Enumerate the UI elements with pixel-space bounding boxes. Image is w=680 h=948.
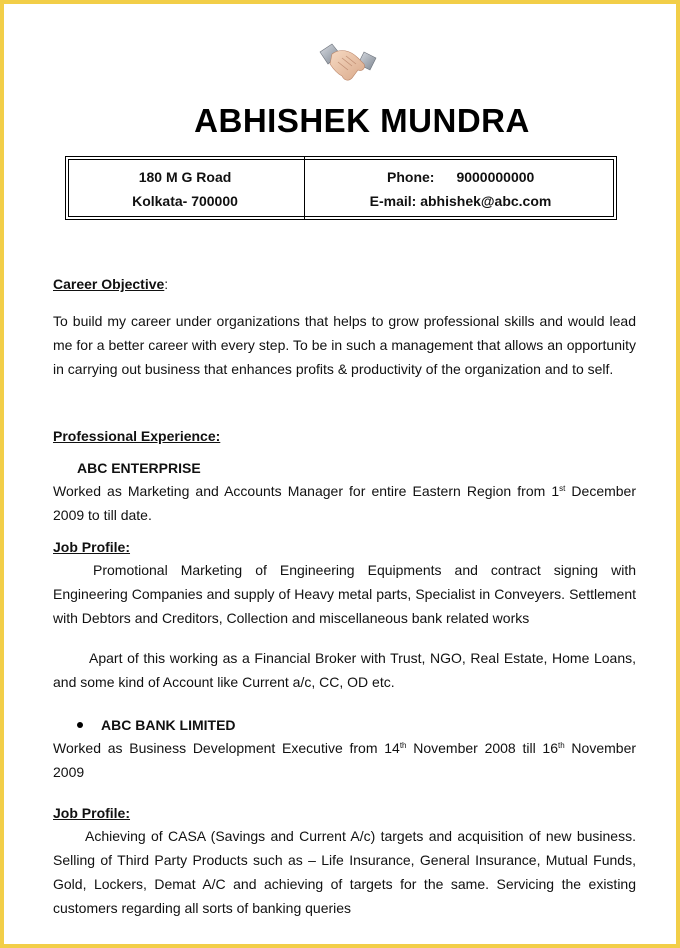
company-name: ABC BANK LIMITED (77, 717, 660, 733)
job-profile-text: Promotional Marketing of Engineering Equipments and contract signing with Engineering Companies and supply of Heavy metal parts, Specialist in Conveyers. Settlement with Debtors and Creditors, Collection and miscellaneous bank related works (53, 562, 636, 626)
job-description: Worked as Business Development Executive from 14th November 2008 till 16th November 2009 (53, 740, 637, 780)
address-line-1: 180 M G Road (138, 169, 232, 185)
experience-heading: Professional Experience: (53, 428, 221, 444)
job-profile-heading: Job Profile: (53, 539, 131, 555)
candidate-name: ABHISHEK MUNDRA (194, 102, 530, 139)
job-profile-text: Achieving of CASA (Savings and Current A/c) targets and acquisition of new business. Selling of Third Party Products such as – Life Insurance, General Insurance, Mutual Funds, Gold, Lockers, Demat A/C and achieving of targets for the same. Servicing the existing customers regarding all sorts of banking queries (53, 828, 636, 916)
company-name: ABC ENTERPRISE (77, 460, 201, 476)
address-cell (66, 157, 305, 219)
email-line: E-mail: abhishek@abc.com (369, 193, 552, 209)
job-profile-text-extra: Apart of this working as a Financial Broker with Trust, NGO, Real Estate, Home Loans, and some kind of Account like Current a/c, CC, OD etc. (53, 650, 636, 690)
address-line-2: Kolkata- 700000 (132, 193, 238, 209)
handshake-icon (318, 38, 380, 86)
phone-label: Phone: (387, 169, 435, 185)
career-objective-heading: Career Objective: (53, 276, 169, 292)
contact-cell (305, 157, 616, 219)
bullet-icon (77, 722, 83, 728)
job-description: Worked as Marketing and Accounts Manager for entire Eastern Region from 1st December 2009 to till date. (53, 483, 637, 523)
phone-line (387, 169, 616, 185)
job-profile-heading: Job Profile: (53, 805, 131, 821)
contact-box (65, 156, 617, 220)
career-objective-text: To build my career under organizations that helps to grow professional skills and would lead me for a better career with every step. To be in such a management that allows an opportunity in carrying out business that enhances profits & productivity of the organization and to self. (53, 313, 636, 377)
phone-number: 9000000000 (456, 169, 535, 185)
